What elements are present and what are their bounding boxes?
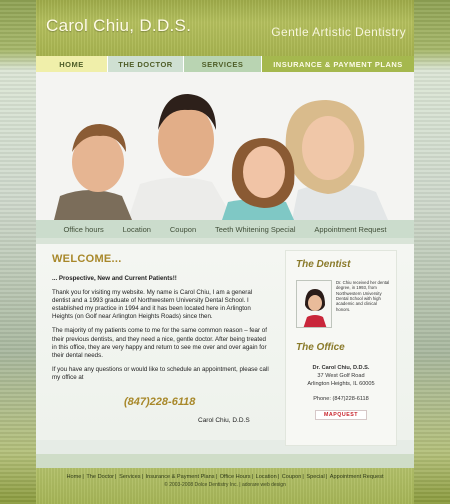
footer-links: Home| The Doctor| Services| Insurance & Payment Plans| Office Hours| Location| Coupon| Special| Appointment Request	[66, 474, 384, 480]
main-nav	[36, 56, 414, 72]
nav-services[interactable]: SERVICES	[184, 56, 262, 72]
prospective-subheading: ... Prospective, New and Current Patients!!	[52, 274, 177, 282]
secondary-nav	[36, 220, 414, 238]
office-info	[286, 353, 396, 420]
sidebar	[285, 250, 397, 446]
site-tagline: Gentle Artistic Dentistry	[271, 25, 406, 39]
welcome-column	[52, 252, 272, 426]
phone-number: (847)228-6118	[124, 395, 196, 408]
dentist-bio: Dr. Chiu received her dental degree, in 1993, from Northwestern University Dental School with high academic and clinical honors.	[336, 280, 390, 312]
nav-insurance[interactable]: INSURANCE & PAYMENT PLANS	[262, 56, 414, 72]
dentist-card	[286, 270, 396, 328]
dentist-heading: The Dentist	[296, 259, 351, 270]
mapquest-label: MAPQUEST	[323, 411, 359, 418]
mapquest-button[interactable]	[315, 410, 367, 420]
footer-link-insurance[interactable]: Insurance & Payment Plans	[145, 474, 215, 480]
footer-link-services[interactable]: Services	[119, 474, 141, 480]
footer-link-office-hours[interactable]: Office Hours	[219, 474, 251, 480]
contact-paragraph: If you have any questions or would like to schedule an appointment, please call my office at	[52, 366, 269, 382]
patients-paragraph: The majority of my patients come to me for the same common reason – fear of their previous dentists, and they need a nice, gentle doctor. After being treated in this office, they are very happy and return to see me over and over again for their dental needs.	[52, 327, 267, 360]
footer-link-coupon[interactable]: Coupon	[281, 474, 302, 480]
family-illustration	[36, 72, 414, 220]
office-city: Arlington Heights, IL 60005	[307, 380, 375, 387]
office-street: 37 West Golf Road	[317, 372, 365, 379]
footer-link-appointment[interactable]: Appointment Request	[329, 474, 384, 480]
footer-link-location[interactable]: Location	[255, 474, 277, 480]
signature: Carol Chiu, D.D.S	[198, 417, 250, 425]
left-decor	[0, 0, 36, 504]
footer-link-home[interactable]: Home	[66, 474, 82, 480]
footer-band	[36, 454, 414, 468]
main-content	[36, 244, 414, 440]
right-decor	[414, 0, 450, 504]
office-name: Dr. Carol Chiu, D.D.S.	[312, 365, 370, 371]
intro-paragraph: Thank you for visiting my website. My name is Carol Chiu, I am a general dentist and a 1993 graduate of Northwestern University Dental School. I established my practice in 1994 and it has been located here in Arlington Heights (on Golf near Arlington Heights Roads) since then.	[52, 288, 253, 321]
subnav-location[interactable]: Location	[122, 224, 151, 234]
nav-the-doctor[interactable]: THE DOCTOR	[108, 56, 184, 72]
footer-link-the-doctor[interactable]: The Doctor	[86, 474, 115, 480]
nav-home[interactable]: HOME	[36, 56, 108, 72]
welcome-heading: WELCOME...	[52, 253, 122, 265]
page-frame	[36, 0, 414, 504]
copyright: © 2003-2008 Dolce Dentistry Inc. | adorare web design	[164, 482, 286, 488]
office-phone: Phone: (847)228-6118	[313, 396, 369, 403]
subnav-coupon[interactable]: Coupon	[169, 224, 197, 234]
office-heading: The Office	[296, 342, 345, 353]
site-header	[36, 0, 414, 56]
subnav-teeth-whitening[interactable]: Teeth Whitening Special	[215, 224, 296, 234]
site-logo[interactable]: Carol Chiu, D.D.S.	[46, 16, 192, 35]
site-footer	[36, 468, 414, 504]
dentist-photo	[296, 280, 332, 328]
hero-family-photo	[36, 72, 414, 220]
footer-link-special[interactable]: Special	[306, 474, 325, 480]
dentist-portrait	[297, 281, 332, 328]
subnav-office-hours[interactable]: Office hours	[63, 224, 104, 234]
subnav-appointment-request[interactable]: Appointment Request	[314, 224, 387, 234]
